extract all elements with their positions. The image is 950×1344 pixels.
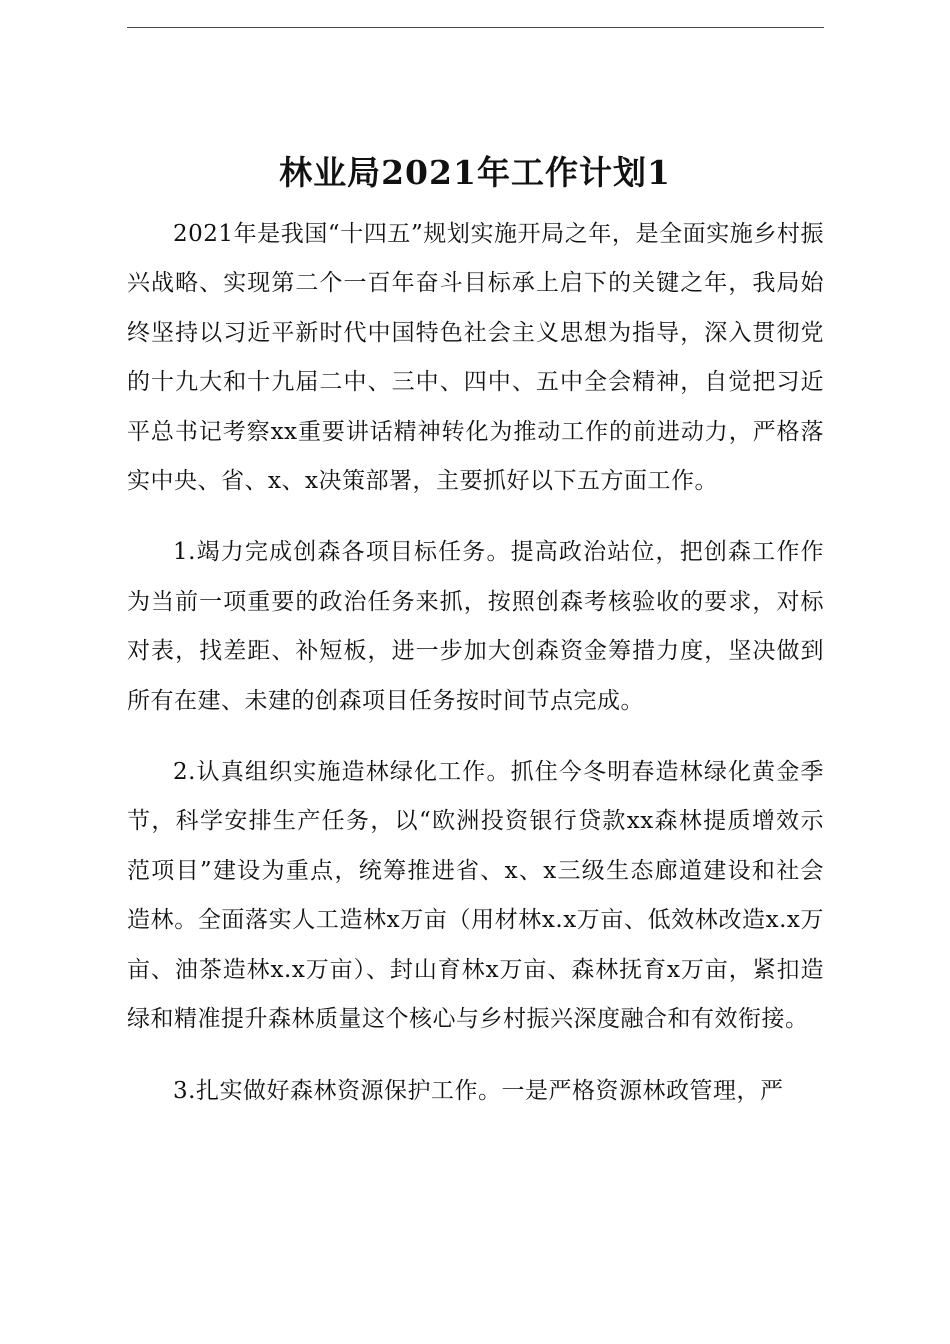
document-body (127, 210, 824, 1138)
paragraph-item-1: 1.竭力完成创森各项目标任务。提高政治站位，把创森工作作为当前一项重要的政治任务来抓，按照创森考核验收的要求，对标对表，找差距、补短板，进一步加大创森资金筹措力度，坚决做到所有在建、未建的创森项目任务按时间节点完成。 (127, 539, 824, 714)
header-rule (127, 27, 824, 28)
intro-paragraph: 2021年是我国“十四五”规划实施开局之年，是全面实施乡村振兴战略、实现第二个一百年奋斗目标承上启下的关键之年，我局始终坚持以习近平新时代中国特色社会主义思想为指导，深入贯彻党的十九大和十九届二中、三中、四中、五中全会精神，自觉把习近平总书记考察xx重要讲话精神转化为推动工作的前进动力，严格落实中央、省、x、x决策部署，主要抓好以下五方面工作。 (127, 221, 824, 495)
document-title: 林业局2021年工作计划1 (279, 153, 671, 192)
paragraph-item-3: 3.扎实做好森林资源保护工作。一是严格资源林政管理，严 (173, 1077, 784, 1104)
paragraph-item-2: 2.认真组织实施造林绿化工作。抓住今冬明春造林绿化黄金季节，科学安排生产任务，以“欧洲投资银行贷款xx森林提质增效示范项目”建设为重点，统筹推进省、x、x三级生态廊道建设和社会造林。全面落实人工造林x万亩（用材林x.x万亩、低效林改造x.x万亩、油茶造林x.x万亩）、封山育林x万亩、森林抚育x万亩，紧扣造绿和精准提升森林质量这个核心与乡村振兴深度融合和有效衔接。 (127, 759, 824, 1033)
